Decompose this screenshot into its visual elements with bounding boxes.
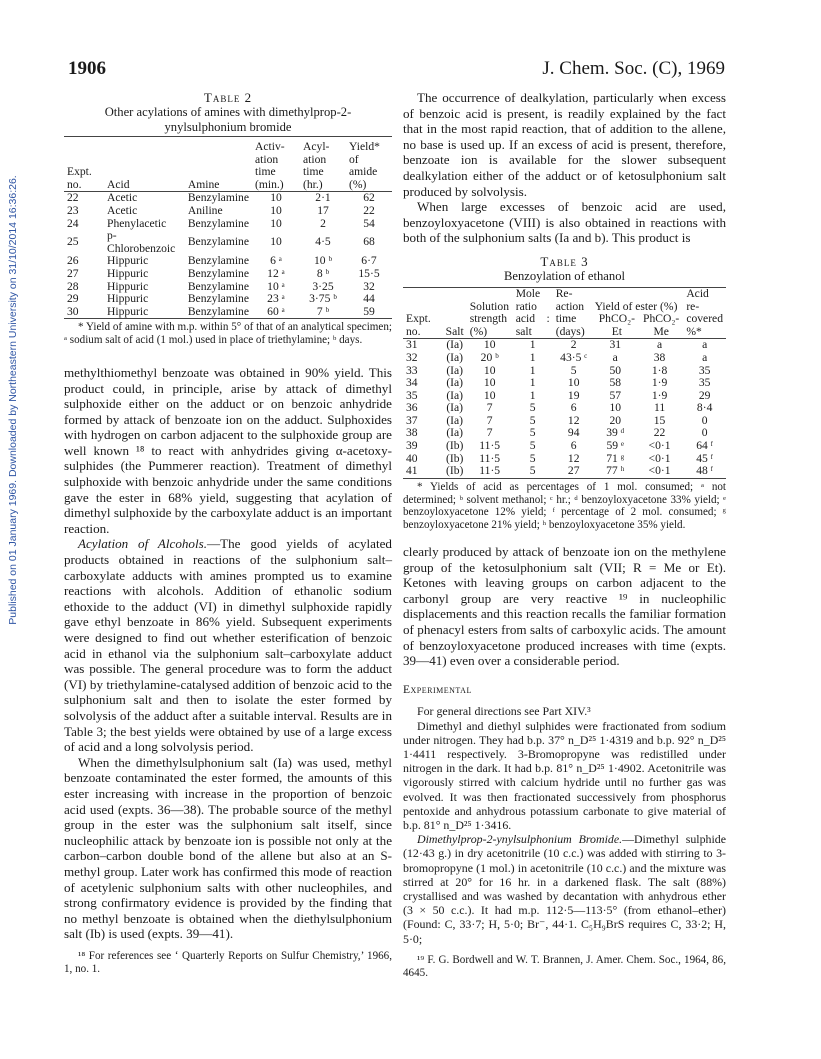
cell-expt: 33 bbox=[406, 363, 418, 377]
table2-label: Table 2 bbox=[203, 90, 253, 105]
cell-acid: 35 bbox=[698, 363, 711, 377]
cell-activation: 12 ᵃ bbox=[267, 266, 285, 280]
cell-amine: Benzylamine bbox=[187, 292, 249, 306]
cell-activation: 10 bbox=[270, 191, 282, 205]
cell-me: 1·9 bbox=[651, 388, 668, 402]
cell-amine: Benzylamine bbox=[187, 304, 249, 318]
cell-acid: Phenylacetic bbox=[107, 216, 167, 230]
cell-me: <0·1 bbox=[648, 451, 671, 465]
cell-expt: 31 bbox=[406, 338, 418, 352]
cell-acid: Acetic bbox=[107, 203, 138, 217]
cell-solution: 10 bbox=[483, 363, 496, 377]
cell-time: 12 bbox=[567, 413, 580, 427]
cell-me: 38 bbox=[653, 350, 666, 364]
cell-amine: Aniline bbox=[187, 203, 223, 217]
cell-mole: 5 bbox=[529, 413, 536, 427]
cell-salt: (Ia) bbox=[446, 338, 464, 352]
right-paragraph-1: The occurrence of dealkylation, particularly when excess of benzoic acid is present, is readily explained by the fact that in the most rapid reaction, that of addition to the allene, no base is used up. If an excess of acid is present, therefore, benzoate ion is available for the slower subsequent dealkylation either of the adduct or of ketosulphonium salt produced by solvolysis. bbox=[403, 90, 726, 199]
cell-activation: 6 ᵃ bbox=[270, 254, 282, 268]
cell-acylation: 3·25 bbox=[312, 279, 334, 293]
cell-mole: 1 bbox=[529, 338, 536, 352]
cell-acid: 0 bbox=[701, 426, 708, 440]
cell-yield: 68 bbox=[363, 235, 375, 249]
cell-expt: 26 bbox=[67, 254, 79, 268]
cell-time: 5 bbox=[570, 363, 577, 377]
cell-solution: 7 bbox=[486, 413, 493, 427]
table3-col-mole: Mole ratio acid : salt bbox=[515, 286, 550, 338]
cell-acid: a bbox=[702, 338, 708, 352]
cell-me: 15 bbox=[653, 413, 666, 427]
cell-salt: (Ia) bbox=[446, 350, 464, 364]
experimental-paragraph-3-text: Dimethyl sulphide (12·43 g.) in dry acetonitrile (10 c.c.) was added with stirring to 3-bromopropyne (1 mol.) in acetonitrile (10 c.c.) and the mixture was stirred at 20° for 16 hr. in a darkened flask. The salt (88%) crystallised and was washed by decantation with anhydrous ether (3 × 50 c.c.). It had m.p. 112·5—113·5° (from ethanol–ether) (Found: C, 33·7; H, 5·0; Br⁻, 44·1. C₅H₉BrS requires C, 33·2; H, 5·0; bbox=[403, 832, 726, 946]
table-row bbox=[64, 293, 392, 306]
cell-me: 22 bbox=[653, 426, 666, 440]
cell-yield: 54 bbox=[363, 216, 375, 230]
cell-amine: Benzylamine bbox=[187, 216, 249, 230]
cell-mole: 1 bbox=[529, 350, 536, 364]
table2-col-yield: Yield* of amide (%) bbox=[349, 140, 380, 191]
cell-activation: 10 bbox=[270, 235, 282, 249]
table3-col-salt: Salt bbox=[445, 324, 464, 338]
cell-salt: (Ia) bbox=[446, 426, 464, 440]
cell-yield: 59 bbox=[363, 304, 375, 318]
cell-acylation: 3·75 ᵇ bbox=[309, 292, 337, 306]
cell-acylation: 2·1 bbox=[315, 191, 331, 205]
table2-col-activation: Activ- ation time (min.) bbox=[255, 140, 285, 191]
cell-yield: 22 bbox=[363, 203, 375, 217]
cell-expt: 27 bbox=[67, 266, 79, 280]
cell-solution: 20 ᵇ bbox=[480, 350, 499, 364]
table-row bbox=[403, 465, 726, 478]
table3-title: Benzoylation of ethanol bbox=[503, 268, 625, 283]
table-row bbox=[403, 352, 726, 365]
bromide-heading: Dimethylprop-2-ynylsulphonium Bromide. bbox=[417, 832, 623, 847]
table2-header-row bbox=[64, 141, 392, 192]
cell-amine: Benzylamine bbox=[187, 254, 249, 268]
cell-time: 19 bbox=[567, 388, 580, 402]
cell-activation: 23 ᵃ bbox=[267, 292, 285, 306]
cell-expt: 28 bbox=[67, 279, 79, 293]
cell-activation: 10 ᵃ bbox=[267, 279, 285, 293]
cell-salt: (Ia) bbox=[446, 388, 464, 402]
cell-solution: 10 bbox=[483, 376, 496, 390]
table2-col-expt: Expt. no. bbox=[67, 165, 92, 191]
cell-acylation: 7 ᵇ bbox=[316, 304, 330, 318]
table-row bbox=[403, 402, 726, 415]
cell-et: 50 bbox=[609, 363, 622, 377]
cell-time: 2 bbox=[570, 338, 577, 352]
table3-footnote: * Yields of acid as percentages of 1 mol. consumed; ᵃ not determined; ᵇ solvent methanol; ᶜ hr.; ᵈ benzoyloxyacetone 33% yield; ᵉ benzoyloxyacetone 12% yield; ᶠ percentage of 2 mol. consumed; ᵍ benzoyloxyacetone 21% yield; ʰ benzoyloxyacetone 35% yield. bbox=[403, 480, 726, 532]
cell-acid: 48 ᶠ bbox=[696, 464, 714, 478]
left-paragraph-2-text: The good yields of acylated products obtained in reactions of the sulphonium salt–carboxylate adducts with amines prompted us to examine reactions with alcohols. Addition of ethanolic sodium ethoxide to the adduct (VI) in dimethyl sulphoxide rapidly gave ethyl benzoate in 86% yield. Subsequent experiments were designed to find out whether esterification of benzoic acid in ethanol via the sulphonium salt–carboxylate adduct was possible. The general procedure was to form the adduct (VI) by triethylamine-catalysed addition of benzoic acid to the sulphonium salt and then to isolate the ester formed by solvolysis of the adduct after a suitable interval. Results are in Table 3; the best yields were obtained by use of a large excess of acid and a long solvolysis period. bbox=[64, 536, 392, 755]
right-paragraph-2: When large excesses of benzoic acid are used, benzoyloxyacetone (VIII) is also obtained in reactions with both of the sulphonium salts (Ia and b). This product is bbox=[403, 199, 726, 246]
cell-acylation: 17 bbox=[317, 203, 329, 217]
right-footnote: ¹⁹ F. G. Bordwell and W. T. Brannen, J. Amer. Chem. Soc., 1964, 86, 4645. bbox=[403, 953, 726, 979]
cell-expt: 40 bbox=[406, 451, 418, 465]
cell-acid: 29 bbox=[698, 388, 711, 402]
cell-yield: 6·7 bbox=[361, 254, 377, 268]
cell-salt: (Ia) bbox=[446, 363, 464, 377]
cell-amine: Benzylamine bbox=[187, 279, 249, 293]
cell-solution: 10 bbox=[483, 338, 496, 352]
cell-acid: p-Chlorobenzoic bbox=[107, 229, 176, 255]
cell-expt: 35 bbox=[406, 388, 418, 402]
table-row bbox=[64, 192, 392, 205]
table-row bbox=[403, 339, 726, 352]
cell-solution: 11·5 bbox=[479, 439, 501, 453]
cell-expt: 37 bbox=[406, 413, 418, 427]
right-column bbox=[403, 90, 726, 979]
cell-acid: Hippuric bbox=[107, 292, 149, 306]
cell-expt: 41 bbox=[406, 464, 418, 478]
cell-et: a bbox=[612, 350, 618, 364]
table2-col-amine: Amine bbox=[187, 177, 220, 191]
table2-footnote: * Yield of amine with m.p. within 5° of that of an analytical specimen; ᵃ sodium salt of acid (1 mol.) used in place of triethylamine; ᵇ days. bbox=[64, 321, 392, 347]
table3-col-et: PhCO₂- Et bbox=[598, 312, 635, 338]
right-paragraph-3: clearly produced by attack of benzoate ion on the methylene group of the ketosulphonium salt (VII; R = Me or Et). Ketones with leaving groups on carbon adjacent to the carbonyl group are very reactive ¹⁹ in nucleophilic displacements and this reaction recalls the familiar formation of phenacyl esters from salts of carboxylic acids. The amount of benzoyloxyacetone produced increases with time (expts. 39—41) even over a considerable period. bbox=[403, 544, 726, 669]
cell-time: 10 bbox=[567, 376, 580, 390]
cell-expt: 30 bbox=[67, 304, 79, 318]
cell-solution: 11·5 bbox=[479, 464, 501, 478]
cell-amine: Benzylamine bbox=[187, 235, 249, 249]
left-column bbox=[64, 90, 392, 975]
table-row bbox=[64, 268, 392, 281]
cell-me: <0·1 bbox=[648, 439, 671, 453]
cell-yield: 15·5 bbox=[358, 266, 380, 280]
journal-citation: J. Chem. Soc. (C), 1969 bbox=[542, 58, 725, 79]
cell-me: 1·8 bbox=[651, 363, 668, 377]
cell-me: 1·9 bbox=[651, 376, 668, 390]
cell-time: 43·5 ᶜ bbox=[560, 350, 588, 364]
cell-acid: Hippuric bbox=[107, 304, 149, 318]
cell-expt: 32 bbox=[406, 350, 418, 364]
cell-et: 20 bbox=[609, 413, 622, 427]
cell-salt: (Ia) bbox=[446, 376, 464, 390]
cell-mole: 5 bbox=[529, 464, 536, 478]
cell-salt: (Ia) bbox=[446, 401, 464, 415]
cell-mole: 1 bbox=[529, 363, 536, 377]
cell-et: 39 ᵈ bbox=[606, 426, 625, 440]
cell-activation: 10 bbox=[270, 216, 282, 230]
cell-activation: 60 ᵃ bbox=[267, 304, 285, 318]
cell-amine: Benzylamine bbox=[187, 266, 249, 280]
cell-acylation: 10 ᵇ bbox=[313, 254, 333, 268]
download-watermark bbox=[2, 120, 24, 680]
table3-label: Table 3 bbox=[540, 253, 589, 269]
table2 bbox=[64, 141, 392, 319]
cell-salt: (Ib) bbox=[445, 451, 464, 465]
cell-acid: 45 ᶠ bbox=[696, 451, 714, 465]
cell-mole: 5 bbox=[529, 426, 536, 440]
cell-mole: 5 bbox=[529, 439, 536, 453]
cell-et: 71 ᵍ bbox=[606, 451, 625, 465]
cell-expt: 36 bbox=[406, 401, 418, 415]
table3-col-me: PhCO₂- Me bbox=[643, 312, 680, 338]
cell-acylation: 4·5 bbox=[315, 235, 331, 249]
cell-amine: Benzylamine bbox=[187, 191, 249, 205]
left-paragraph-2: Acylation of Alcohols.—The good yields of acylated products obtained in reactions of the sulphonium salt–carboxylate adducts with amines prompted us to examine reactions with alcohols. Addition of ethanolic sodium ethoxide to the adduct (VI) in dimethyl sulphoxide rapidly gave ethyl benzoate in 86% yield. Subsequent experiments were designed to find out whether esterification of benzoic acid in ethanol via the sulphonium salt–carboxylate adduct was possible. The general procedure was to form the adduct (VI) by triethylamine-catalysed addition of benzoic acid to the sulphonium salt and then to isolate the ester formed by solvolysis of the adduct after a suitable interval. Results are in Table 3; the best yields were obtained by use of a large excess of acid and a long solvolysis period. bbox=[64, 536, 392, 755]
table3-col-reaction: Re- action time (days) bbox=[555, 286, 585, 338]
cell-mole: 1 bbox=[529, 388, 536, 402]
table3 bbox=[403, 287, 726, 479]
table3-col-solution: Solution strength (%) bbox=[469, 299, 510, 338]
cell-mole: 5 bbox=[529, 451, 536, 465]
page-number: 1906 bbox=[68, 58, 106, 79]
cell-et: 59 ᵉ bbox=[606, 439, 624, 453]
cell-activation: 10 bbox=[270, 203, 282, 217]
cell-time: 27 bbox=[567, 464, 580, 478]
cell-expt: 25 bbox=[67, 235, 79, 249]
acylation-alcohols-heading: Acylation of Alcohols. bbox=[78, 536, 207, 552]
table3-header-row bbox=[403, 287, 726, 338]
cell-time: 94 bbox=[567, 426, 580, 440]
cell-et: 77 ʰ bbox=[606, 464, 625, 478]
left-paragraph-3: When the dimethylsulphonium salt (Ia) was used, methyl benzoate contaminated the ester formed, the amounts of this ester increasing with increase in the proportion of benzoic acid used (expts. 36—38). The probable source of the methyl group in the ester was the sulphonium salt itself, since nucleophilic attack by benzoate ion is possible not only at the carbon–carbon double bond of the allene but also at an S-methyl group. Later work has confirmed this mode of reaction of acetylenic sulphonium salts with other nucleophiles, and strong confirmatory evidence is provided by the finding that no methyl benzoate is obtained when the diethylsulphonium salt (Ib) is used (expts. 39—41). bbox=[64, 754, 392, 942]
cell-yield: 62 bbox=[363, 191, 375, 205]
cell-expt: 23 bbox=[67, 203, 79, 217]
cell-solution: 7 bbox=[486, 426, 493, 440]
cell-salt: (Ib) bbox=[445, 464, 464, 478]
table2-col-acylation: Acyl- ation time (hr.) bbox=[303, 140, 330, 191]
table2-title: Other acylations of amines with dimethylprop-2-ynylsulphonium bromide bbox=[104, 105, 352, 134]
cell-yield: 32 bbox=[363, 279, 375, 293]
cell-expt: 39 bbox=[406, 439, 418, 453]
cell-acid: Hippuric bbox=[107, 266, 149, 280]
cell-mole: 1 bbox=[529, 376, 536, 390]
table-row bbox=[403, 377, 726, 390]
cell-acid: a bbox=[702, 350, 708, 364]
cell-expt: 38 bbox=[406, 426, 418, 440]
cell-et: 10 bbox=[609, 401, 622, 415]
table3-col-acid: Acid re- covered %* bbox=[686, 286, 724, 338]
cell-time: 12 bbox=[567, 451, 580, 465]
download-watermark-text: Published on 01 January 1969. Downloaded by Northeastern University on 31/10/2014 16:36:26. bbox=[7, 175, 19, 625]
cell-yield: 44 bbox=[363, 292, 375, 306]
cell-time: 6 bbox=[570, 439, 577, 453]
cell-solution: 10 bbox=[483, 388, 496, 402]
experimental-heading: Experimental bbox=[403, 683, 472, 696]
experimental-section bbox=[403, 704, 726, 945]
cell-expt: 22 bbox=[67, 191, 79, 205]
table2-col-acid: Acid bbox=[107, 177, 130, 191]
cell-expt: 24 bbox=[67, 216, 79, 230]
table-row bbox=[403, 440, 726, 453]
cell-mole: 5 bbox=[529, 401, 536, 415]
cell-me: <0·1 bbox=[648, 464, 671, 478]
cell-expt: 29 bbox=[67, 292, 79, 306]
cell-acid: Hippuric bbox=[107, 279, 149, 293]
cell-et: 31 bbox=[609, 338, 622, 352]
table3-col-yield bbox=[595, 287, 684, 338]
cell-time: 6 bbox=[570, 401, 577, 415]
experimental-paragraph-3: Dimethylprop-2-ynylsulphonium Bromide.—Dimethyl sulphide (12·43 g.) in dry acetonitrile (10 c.c.) was added with stirring to 3-bromopropyne (1 mol.) in acetonitrile (10 c.c.) and the mixture was stirred at 20° for 16 hr. in a darkened flask. The salt (88%) crystallised and was washed by decantation with anhydrous ether (3 × 50 c.c.). It had m.p. 112·5—113·5° (from ethanol–ether) (Found: C, 33·7; H, 5·0; Br⁻, 44·1. C₅H₉BrS requires C, 33·2; H, 5·0; bbox=[403, 832, 726, 946]
table2-top-rule bbox=[64, 136, 392, 137]
cell-et: 57 bbox=[609, 388, 622, 402]
cell-me: 11 bbox=[653, 401, 666, 415]
table-row bbox=[64, 306, 392, 319]
cell-acid: 35 bbox=[698, 376, 711, 390]
cell-salt: (Ia) bbox=[446, 413, 464, 427]
experimental-paragraph-2: Dimethyl and diethyl sulphides were fractionated from sodium under nitrogen. They had b.p. 37° n_D²⁵ 1·4319 and b.p. 92° n_D²⁵ 1·4411 respectively. 3-Bromopropyne was redistilled under nitrogen in the dark. It had b.p. 81° n_D²⁵ 1·4902. Acetonitrile was vigorously stirred with calcium hydride until no further gas was evolved. It was then fractionated successively from phosphorus pentoxide and anhydrous potassium carbonate to give material of b.p. 81° n_D²⁵ 1·3416. bbox=[403, 718, 726, 832]
table-row bbox=[64, 230, 392, 255]
cell-me: a bbox=[656, 338, 663, 352]
cell-acid: 64 ᶠ bbox=[696, 439, 714, 453]
cell-acylation: 2 bbox=[320, 216, 326, 230]
experimental-paragraph-1: For general directions see Part XIV.³ bbox=[417, 704, 591, 719]
table-row bbox=[64, 205, 392, 218]
cell-et: 58 bbox=[609, 376, 622, 390]
left-footnote: ¹⁸ For references see ‘ Quarterly Reports on Sulfur Chemistry,’ 1966, 1, no. 1. bbox=[64, 949, 392, 975]
cell-acid: 0 bbox=[701, 413, 708, 427]
cell-acid: 8·4 bbox=[696, 401, 713, 415]
cell-solution: 7 bbox=[486, 401, 493, 415]
cell-acid: Acetic bbox=[107, 191, 138, 205]
cell-solution: 11·5 bbox=[479, 451, 501, 465]
cell-salt: (Ib) bbox=[445, 439, 464, 453]
cell-expt: 34 bbox=[406, 376, 418, 390]
cell-acid: Hippuric bbox=[107, 254, 149, 268]
left-paragraph-1: methylthiomethyl benzoate was obtained in 90% yield. This product could, in principle, arise by attack of dimethyl sulphoxide either on the adduct or on benzoic anhydride formed by attack of benzoate ion on the adduct. Sulphoxides with hydrogen on carbon adjacent to the sulphoxide group are well known ¹⁸ to react with anhydrides giving α-acetoxy-sulphides (the Pummerer reaction). Treatment of dimethyl sulphoxide with benzoic anhydride under the same conditions gave the ester in 68% yield, suggesting that acylation of dimethyl sulphoxide by the carboxylate adduct is an important reaction. bbox=[64, 364, 392, 536]
cell-acylation: 8 ᵇ bbox=[316, 266, 330, 280]
table3-col-expt: Expt. no. bbox=[406, 312, 431, 338]
table3-yield-label: Yield of ester (%) bbox=[594, 299, 678, 313]
